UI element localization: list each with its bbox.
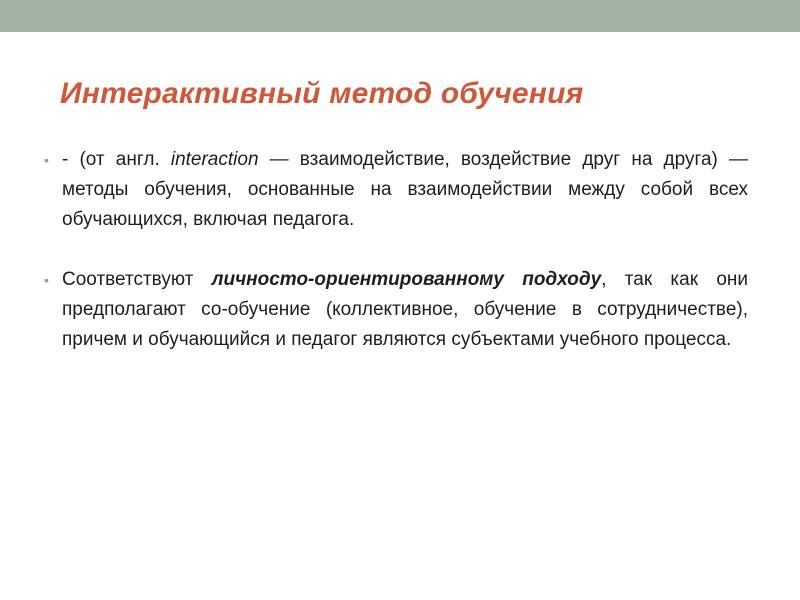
bullet-text — [62, 265, 748, 355]
bullet-item-approach — [44, 265, 748, 355]
bullet-item-definition — [44, 145, 748, 235]
bullet-text-part: Соответствуют — [62, 269, 212, 290]
top-bar — [0, 0, 800, 32]
bullet-dot-icon: • — [44, 152, 49, 168]
slide-content — [44, 145, 748, 385]
emphasized-term: личносто-ориентированному подходу — [211, 269, 602, 290]
bullet-text-part: — взаимодействие, воздействие друг на друга) — методы обучения, основанные на взаимодействии между собой всех обучающихся, включая педагога. — [62, 149, 748, 230]
bullet-text-part: , так как они предполагают со-обучение (коллективное, обучение в сотрудничестве), причем и обучающийся и педагог являются субъектами учебного процесса. — [62, 269, 749, 350]
slide-title: Интерактивный метод обучения — [60, 77, 584, 110]
bullet-text-part: - (от англ. — [62, 149, 171, 170]
english-term: interaction — [170, 149, 259, 170]
bullet-text — [62, 145, 748, 235]
bullet-dot-icon: • — [44, 272, 49, 288]
